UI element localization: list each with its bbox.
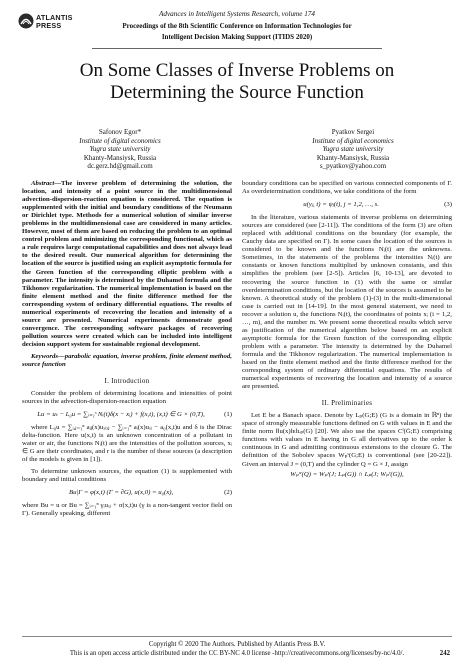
logo-line2: PRESS — [36, 21, 62, 30]
author-email[interactable]: s_pyatkov@yahoo.com — [319, 162, 387, 171]
equation-body: u(yⱼ, t) = ψⱼ(t), j = 1,2, …, s. — [303, 201, 379, 209]
author-city: Khanty-Mansiysk, Russia — [316, 153, 390, 162]
paragraph: In the literature, various statements of inverse problems on determining sources are considered (see [2-11]). The conditions of the form (3) are often replaced with additional conditions on the boundary (for example, the Cauchy data are specified on Γ). In some cases the location of the sources is considered to be known and the functions Nᵢ(t) are the unknowns. Sometimes, in the statements of the problems the intensities Nᵢ(t) are constants or known functions multiplied by unknown constants, and this simplifies the problem (see [2-5]). Articles [6, 10-13], are devoted to recovering the source function in (1) with the same or similar overdetermination conditions, but the location of the sources is assumed to be known. A theoretical study of the problem (1)-(3) in the multi-dimensional case is carried out in [14-19]. In the most general statement, we need to recover a solution u, the functions Nᵢ(t), the coordinates of points xᵢ (i = 1,2, …, m), and the number m. We present some theoretical results which serve as justification of the numerical algorithm below based on an explicit asymptotic formula for the Green function of the corresponding elliptic problem with a parameter. The intensity is determined by the Duhamel formula and the Tikhonov regularization. The numerical implementation is based on the finite element method and the finite difference method for the corresponding system of ordinary differential equations. The results of numerical experiments of recovering the location and intensity of a source are presented. — [242, 214, 452, 391]
paragraph: where Bu = u or Bu = ∑ᵢ₌₁ⁿ γᵢuₓᵢ + σ(x,t)u (γ is a non-tangent vector field on Γ). Generally speaking, different — [22, 501, 232, 517]
equation-number: (1) — [224, 411, 232, 419]
equation-body: Lu = uₜ − L₀u = ∑ᵢ₌₁ˢ Nᵢ(t)δ(x − xᵢ) + f(x,t), (x,t) ∈ G × (0,T), — [37, 411, 205, 419]
series-title: Advances in Intelligent Systems Research, volume 174 — [158, 10, 315, 18]
author-university: Yugra state university — [89, 145, 151, 154]
paper-title — [0, 60, 474, 104]
author-institute: Institute of digital economics — [312, 136, 394, 145]
proceedings-line2: Intelligent Decision Making Support (ITIDS 2020) — [161, 33, 313, 41]
section-heading-preliminaries: II. Preliminaries — [321, 399, 373, 408]
paragraph: To determine unknown sources, the equation (1) is supplemented with boundary and initial conditions — [22, 467, 232, 483]
copyright-notice: Copyright © 2020 The Authors. Published by Atlantis Press B.V. — [148, 641, 326, 648]
equation-number: (3) — [444, 201, 452, 209]
keywords-label: Keywords — [31, 352, 58, 360]
author-block-2 — [268, 128, 438, 171]
right-column — [242, 180, 452, 482]
paragraph: boundary conditions can be specified on various connected components of Γ. As overdetermination conditions, we take conditions of the form — [242, 180, 452, 196]
header-divider — [92, 48, 382, 49]
title-line1: On Some Classes of Inverse Problems on — [79, 60, 395, 81]
paragraph: where L₀u = ∑ᵢ,ⱼ₌₁ⁿ aᵢⱼ(x)uₓᵢₓⱼ − ∑ᵢ₌₁ⁿ aᵢ(x)uₓᵢ − a₀(x,t)u and δ is the Dirac delta-function. Here u(x,t) is an unknown concentration of a pollutant in water or air, the functions Nᵢ(t) are the intensities of the pollution sources, xᵢ ∈ G are their coordinates, and r is the number of these sources (a description of the models is given in [1]). — [22, 424, 232, 464]
author-name: Pyatkov Sergei — [331, 128, 375, 136]
abstract-label: Abstract — [31, 180, 55, 187]
author-name: Safonov Egor* — [98, 128, 142, 136]
keywords-text: —parabolic equation, inverse problem, finite element method, source function — [22, 352, 232, 369]
equation-3 — [242, 201, 452, 209]
section-heading-introduction: I. Introduction — [104, 377, 150, 386]
page-footer — [0, 636, 474, 670]
left-column — [22, 180, 232, 518]
title-line2: Determining the Source Function — [110, 82, 364, 103]
logo-line1: ATLANTIS — [36, 13, 73, 22]
paragraph: Let E be a Banach space. Denote by Lₚ(G;E) (G is a domain in ℝⁿ) the space of strongly measurable functions defined on G with values in E and the finite norm ‖‖u(x)‖ᴇ‖ʟₚ(G) [20]. We also use the spaces Cˡ(Ḡ;E) comprising functions with values in E having in G all derivatives up to the order k continuous in G and admitting continuous extensions to the closure Ḡ. The definition of the Sobolev spaces Wₚˢ(G;E) is conventional (see [20-22]). Given an interval J = (0,T) and the cylinder Q = G × J, assign — [242, 412, 452, 468]
footer-divider — [22, 636, 452, 637]
page-number: 242 — [439, 650, 450, 657]
equation-4: Wₚˢʳ(Q) = Wₚˢ(J; Lₚ(G)) ∩ Lₚ(J; Wₚʳ(G)), — [290, 470, 404, 478]
equation-2 — [22, 489, 232, 497]
equation-1 — [22, 411, 232, 419]
proceedings-line1: Proceedings of the 8th Scientific Conference on Information Technologies for — [122, 22, 352, 30]
author-institute: Institute of digital economics — [79, 136, 161, 145]
equation-number: (2) — [224, 488, 232, 496]
author-university: Yugra state university — [322, 145, 384, 154]
author-city: Khanty-Mansiysk, Russia — [83, 153, 157, 162]
keywords — [22, 353, 232, 369]
abstract — [22, 180, 232, 349]
paragraph: Consider the problem of determining locations and intensities of point sources in the advection-dispersion-reaction equation — [22, 390, 232, 406]
equation-body: Bu|Γ = φ(x,t) (Γ = ∂G), u(x,0) = u₀(x), — [68, 488, 174, 496]
license-notice[interactable]: This is an open access article distributed under the CC BY-NC 4.0 license -http://creativecommons.org/licenses/by-nc/4.0/. — [69, 650, 405, 657]
author-email[interactable]: dc.gerz.hd@gmail.com — [87, 162, 153, 171]
page-header — [0, 0, 474, 56]
author-block-1 — [35, 128, 205, 171]
abstract-text: —The inverse problem of determining the solution, the location, and intensity of a point source in the multidimensional advection-dispersion-reaction equation is considered. The equation is supplemented with the initial and boundary conditions of the Neumann or Dirichlet type. Methods for a numerical solution of similar inverse problems in the multidimensional case are considered in many articles. However, most of them are based on reducing the problem to an optimal control problem and minimizing the corresponding functional, which as a rule requires large computational capabilities and does not always lead to the desired result. Our numerical algorithm for determining the location of the source is justified using an explicit asymptotic formula for the Green function of the corresponding elliptic problem with a parameter. The intensity is determined by the Duhamel formula and the Tikhonov regularization. The numerical implementation is based on the finite element method and the finite difference method for the corresponding system of ordinary differential equations. The results of numerical experiments of recovering the location and intensity of a source are presented. Numerical experiments demonstrate good convergence. The corresponding software packages of recovering pollution sources were created which can be included into intelligent decision support system for sustainable regional development. — [22, 180, 232, 348]
